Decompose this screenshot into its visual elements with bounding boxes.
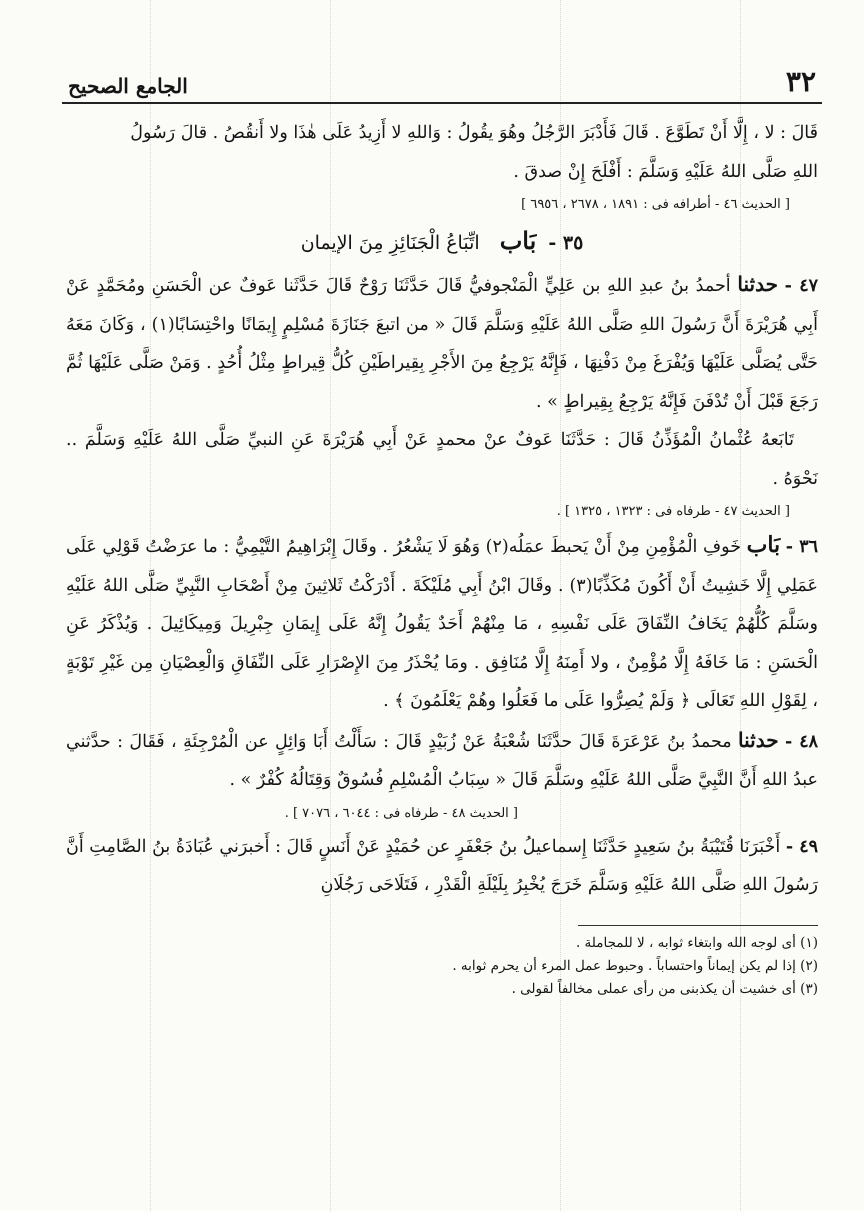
running-title: الجامع الصحيح xyxy=(68,74,188,98)
footnote-divider xyxy=(578,925,818,926)
page-header xyxy=(62,58,822,104)
haddathana-keyword: حدثنا xyxy=(738,727,779,752)
chapter-text: خَوفِ الْمُؤْمِنِ مِنْ أَنْ يَحبطَ عمَلُه(٢) وَهُوَ لَا يَشْعُرُ . وقَالَ إِبْرَاهِيمُ التَّيْمِيُّ : ما عرَضْتُ قَوْلِي عَلَى عَمَلِي إِلَّا خَشِيتُ أَنْ أَكُونَ مُكَذِّبًا(٣) . وقَالَ ابْنُ أَبِي مُلَيْكَةَ . أَدْرَكْتُ ثَلاثِينَ مِنْ أَصْحَابِ النَّبِيِّ صَلَّى اللهُ عَلَيْهِ وسَلَّمَ كُلُّهُمْ يَخَافُ النِّفَاقَ عَلَى نَفْسِهِ ، مَا مِنْهُمْ أَحَدٌ يَقُولُ إِنَّهُ عَلَى إِيمَانِ جِبْرِيلَ وَمِيكَائِيلَ . وَيُذْكَرُ عَنِ الْحَسَنِ : مَا خَافَهُ إِلَّا مُؤْمِنٌ ، ولا أَمِنَهُ إِلَّا مُنَافِق . ومَا يُحْذَرُ مِنَ الإِصْرَارِ عَلَى النِّفَاقِ وَالْعِصْيَانِ مِن غَيْرِ تَوْبَةٍ ، لِقَوْلِ اللهِ تَعَالَى ﴿ وَلَمْ يُصِرُّوا عَلَى ما فَعَلُوا وهُمْ يَعْلَمُونَ ﴾ . xyxy=(66,537,818,711)
footnote: (٣) أى خشيت أن يكذبنى من رأى عملى مخالفاً لقولى . xyxy=(511,980,818,997)
page-number: ٣٢ xyxy=(785,65,816,98)
chapter-36 xyxy=(66,526,818,721)
chapter-word: بَاب xyxy=(499,226,537,255)
chapter-title: اتِّبَاعُ الْجَنَائِزِ مِنَ الإيمان xyxy=(300,232,480,254)
hadith-number: ٤٨ - xyxy=(785,731,818,752)
book-page xyxy=(62,58,822,1001)
hadith-text: أحمدُ بنُ عبدِ اللهِ بن عَلِيٍّ الْمَنْجوفيُّ قَالَ حَدَّثَنَا رَوْحٌ قَالَ حَدَّثَنا عَوفٌ عن الْحَسَنِ ومُحَمَّدٍ عَنْ أَبِي هُرَيْرَةَ أَنَّ رَسُولَ اللهِ صَلَّى اللهُ عَلَيْهِ وَسَلَّمَ قَالَ « من اتبعَ جَنَازَةَ مُسْلِمٍ إِيمَانًا واحْتِسَابًا(١) ، وَكَانَ مَعَهُ حَتَّى يُصَلَّى عَلَيْهَا وَيُفْرَغَ مِنْ دَفْنِهَا ، فَإِنَّهُ يَرْجِعُ مِنَ الأَجْرِ بِقِيراطَيْنِ كُلُّ قِيراطٍ مِثْلُ أُحُدٍ . وَمَنْ صَلَّى عَلَيْهَا ثُمَّ رَجَعَ قَبْلَ أَنْ تُدْفَنَ فَإِنَّهُ يَرْجِعُ بِقِيراطٍ » . xyxy=(66,276,819,412)
hadith-48 xyxy=(66,721,818,800)
text-line: قَالَ : لا ، إِلَّا أَنْ تَطَوَّعَ . قَالَ فَأَدْبَرَ الرَّجُلُ وهُوَ يقُولُ : وَاللهِ لا أَزِيدُ عَلَى هٰذَا ولا أَنقُصُ . قالَ رَسُولُ xyxy=(130,123,818,143)
hadith-number: ٤٩ - xyxy=(785,836,818,857)
haddathana-keyword: حدثنا xyxy=(737,272,778,296)
chapter-heading-35 xyxy=(66,221,818,263)
chapter-number: ٣٥ - xyxy=(548,232,584,254)
hadith-reference: [ الحديث ٤٨ - طرفاه فى : ٦٠٤٤ ، ٧٠٧٦ ] . xyxy=(284,805,518,821)
hadith-reference: [ الحديث ٤٧ - طرفاه فى : ١٣٢٣ ، ١٣٢٥ ] . xyxy=(556,504,790,519)
mutabaah-text: تَابَعهُ عُثْمانُ الْمُؤَذِّنُ قَالَ : حَدَّثَنَا عَوفٌ عنْ محمدٍ عَنْ أَبِي هُرَيْرَةَ عَنِ النبيِّ صَلَّى اللهُ عَلَيْهِ وَسَلَّمَ .. نَحْوَهُ . xyxy=(66,430,818,489)
chapter-word: بَاب xyxy=(746,532,781,558)
footnote: (١) أى لوجه الله وابتغاء ثوابه ، لا للمجاملة . xyxy=(575,934,818,951)
chapter-number: ٣٦ - xyxy=(785,537,818,557)
hadith-text: محمدُ بنُ عَرْعَرَةَ قَالَ حدَّثَنَا شُعْبَةُ عَنْ زُبَيْدٍ قَالَ : سَأَلْتُ أَبَا وَائِلٍ عن الْمُرْجِئَةِ ، فَقَالَ : حدَّثني عبدُ اللهِ أَنَّ النَّبِيَّ صَلَّى اللهُ عَلَيْهِ وسَلَّمَ قَالَ « سِبَابُ الْمُسْلِمِ فُسُوقٌ وَقِتَالُهُ كُفْرٌ » . xyxy=(66,731,818,790)
text-line: اللهِ صَلَّى اللهُ عَلَيْهِ وَسَلَّمَ : أَفْلَحَ إِنْ صدقَ . xyxy=(513,161,818,182)
page-body xyxy=(62,104,822,1001)
hadith-49 xyxy=(66,828,818,905)
hadith-number: ٤٧ - xyxy=(784,276,818,296)
footnote: (٢) إذا لم يكن إيماناً واحتساباً . وحبوط عمل المرء أن يحرم ثوابه . xyxy=(452,957,818,974)
hadith-47 xyxy=(66,265,818,421)
hadith-text: أَخْبَرَنَا قُتَيْبَةُ بنُ سَعِيدٍ حَدَّثَنَا إِسماعيلُ بنُ جَعْفَرٍ عن حُمَيْدٍ عَنْ أَنَسٍ قَالَ : أَخبرَني عُبَادَةُ بنُ الصَّامِتِ أَنَّ رَسُولَ اللهِ صَلَّى اللهُ عَلَيْهِ وَسَلَّمَ خَرَجَ يُخْبِرُ بِلَيْلَةِ الْقَدْرِ ، فَتَلَاحَى رَجُلَانِ xyxy=(66,836,818,895)
hadith-reference: [ الحديث ٤٦ - أطرافه فى : ١٨٩١ ، ٢٦٧٨ ، ٦٩٥٦ ] xyxy=(521,197,790,212)
footnotes xyxy=(66,932,818,1001)
